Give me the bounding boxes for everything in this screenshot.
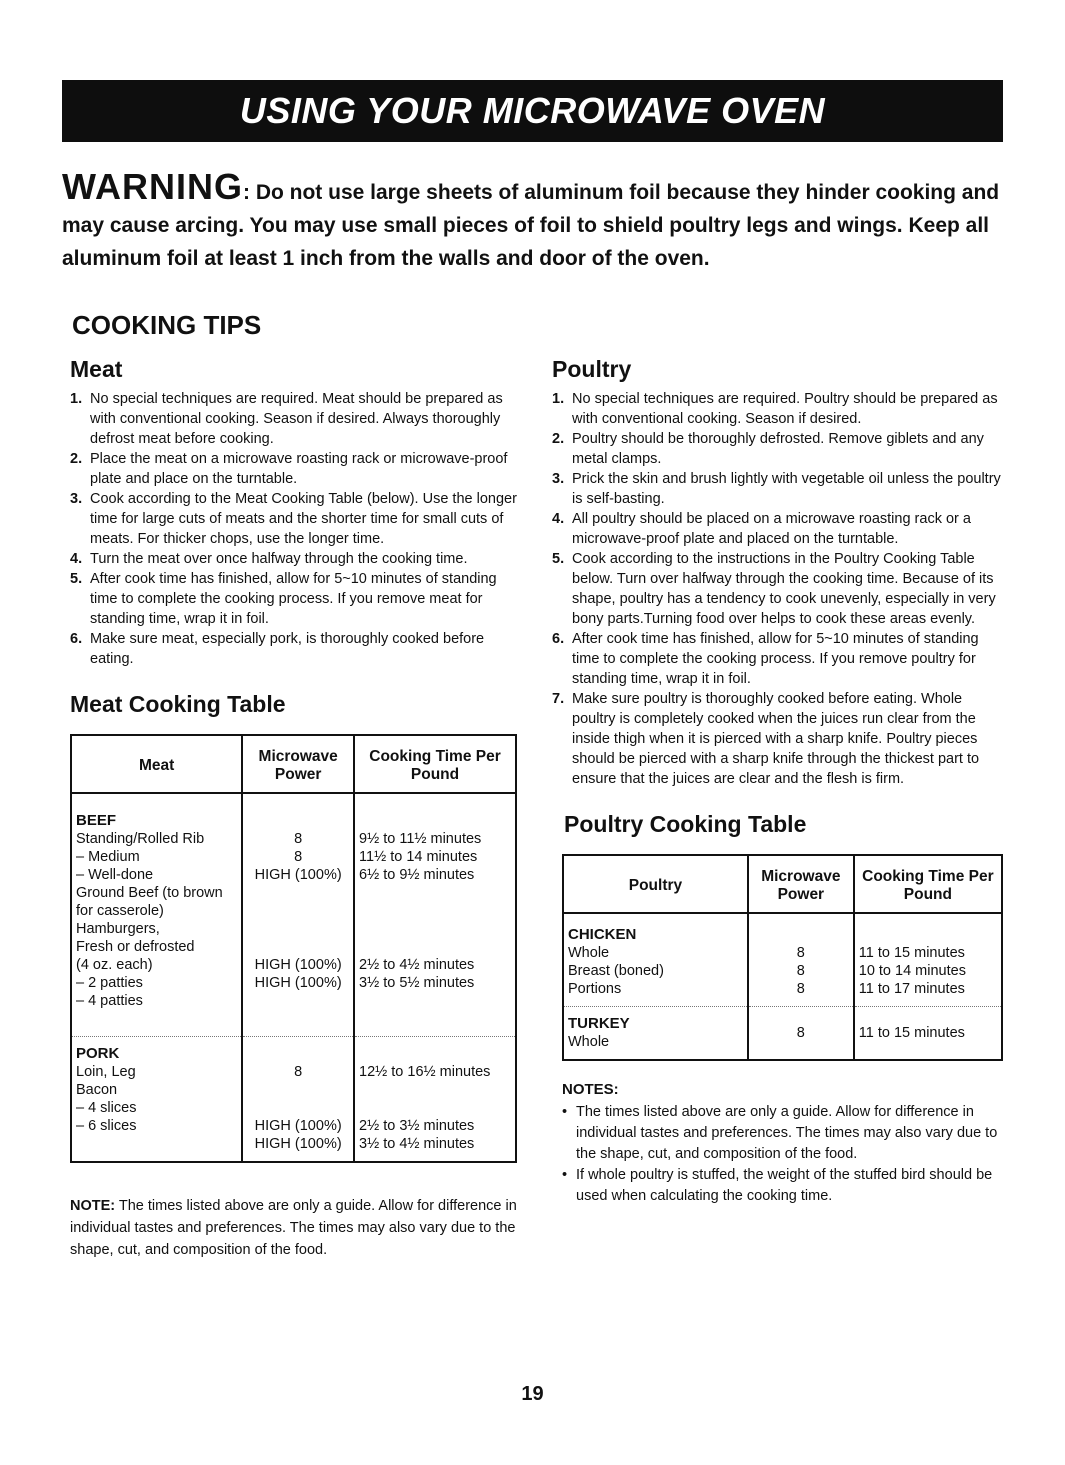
- list-item: 1. No special techniques are required. Meat should be prepared as with conventional cooking. Season if desired. Always thoroughly defrost meat before cooking.: [70, 391, 503, 447]
- pork-category: PORK: [76, 1045, 120, 1062]
- aluminum-foil-warning: [62, 166, 1037, 275]
- meat-heading: Meat: [70, 356, 123, 382]
- table-cell: PORK Loin, Leg Bacon – 4 slices – 6 slices: [71, 1037, 242, 1163]
- table-header-row: [563, 855, 1002, 913]
- list-item: 4. Turn the meat over once halfway through the cooking time.: [70, 551, 468, 567]
- table-cell: 8 HIGH (100%) HIGH (100%): [242, 1037, 354, 1163]
- table-header: Meat: [71, 735, 242, 793]
- turkey-category: TURKEY: [568, 1015, 630, 1032]
- poultry-column: [552, 356, 1007, 1207]
- list-item: 6. Make sure meat, especially pork, is thoroughly cooked before eating.: [70, 631, 485, 667]
- table-cell: 11 to 15 minutes: [854, 1007, 1002, 1061]
- poultry-heading: Poultry: [552, 356, 632, 382]
- list-item: 1. No special techniques are required. Poultry should be prepared as with conventional cooking. Season if desired.: [552, 391, 998, 427]
- table-row: [71, 793, 516, 1037]
- poultry-notes-list: [562, 1102, 1007, 1207]
- list-item: 4. All poultry should be placed on a microwave roasting rack or a microwave-proof plate and placed on the turntable.: [552, 511, 971, 547]
- list-item: 5. After cook time has finished, allow for 5~10 minutes of standing time to complete the cooking process. If you remove meat for standing time, wrap it in foil.: [70, 571, 497, 627]
- chicken-category: CHICKEN: [568, 926, 637, 943]
- list-item: 2. Place the meat on a microwave roasting rack or microwave-proof plate and place on the turntable.: [70, 451, 508, 487]
- meat-cooking-table: [70, 734, 517, 1163]
- list-item: 7. Make sure poultry is thoroughly cooked before eating. Whole poultry is completely cooked when the juices run clear from the inside thigh when it is pierced with a sharp knife. Poultry pieces should be pierced with a sharp knife through the thickest part to ensure that the juices are clear and the flesh is firm.: [552, 691, 980, 787]
- poultry-cooking-table: [562, 854, 1003, 1061]
- list-item: 6. After cook time has finished, allow for 5~10 minutes of standing time to complete the cooking process. If you remove poultry for standing time, wrap it in foil.: [552, 631, 979, 687]
- meat-tips-list: [70, 389, 525, 669]
- meat-column: [70, 356, 525, 1261]
- warning-text: : Do not use large sheets of aluminum foil because they hinder cooking and may cause arcing. You may use small pieces of foil to shield poultry legs and wings. Keep all aluminum foil at least 1 inch from the walls and door of the oven.: [62, 181, 1000, 270]
- page-banner-title: USING YOUR MICROWAVE OVEN: [239, 90, 826, 131]
- table-cell: 12½ to 16½ minutes 2½ to 3½ minutes 3½ to 4½ minutes: [354, 1037, 516, 1163]
- table-cell: 8: [748, 1007, 854, 1061]
- table-cell: 11 to 15 minutes 10 to 14 minutes 11 to 17 minutes: [854, 913, 1002, 1007]
- table-row: [563, 913, 1002, 1007]
- beef-category: BEEF: [76, 812, 117, 829]
- table-cell: 9½ to 11½ minutes 11½ to 14 minutes 6½ to 9½ minutes 2½ to 4½ minutes 3½ to 5½ minutes: [354, 793, 516, 1037]
- list-item: 3. Cook according to the Meat Cooking Table (below). Use the longer time for large cuts of meats and the shorter time for small cuts of meats. For thicker chops, use the longer time.: [70, 491, 517, 547]
- list-item: • The times listed above are only a guide. Allow for difference in individual tastes and preferences. The times may also vary due to the shape, cut, and composition of the food.: [562, 1102, 1007, 1165]
- table-header: Microwave Power: [748, 855, 854, 913]
- poultry-notes: [562, 1081, 1007, 1207]
- list-item: 3. Prick the skin and brush lightly with vegetable oil unless the poultry is self-basting.: [552, 471, 1001, 507]
- list-item: • If whole poultry is stuffed, the weight of the stuffed bird should be used when calculating the cooking time.: [562, 1165, 1007, 1207]
- table-header: Cooking Time Per Pound: [354, 735, 516, 793]
- table-row: [563, 1007, 1002, 1061]
- warning-label: WARNING: [62, 166, 243, 207]
- poultry-notes-label: NOTES:: [562, 1081, 619, 1098]
- meat-table-title: Meat Cooking Table: [70, 691, 286, 717]
- poultry-table-title: Poultry Cooking Table: [564, 811, 807, 837]
- table-row: [71, 1037, 516, 1163]
- table-header: Microwave Power: [242, 735, 354, 793]
- table-cell: TURKEY Whole: [563, 1007, 748, 1061]
- table-cell: 8 8 HIGH (100%) HIGH (100%) HIGH (100%): [242, 793, 354, 1037]
- cooking-tips-title: COOKING TIPS: [72, 310, 262, 340]
- page-banner: [62, 80, 1003, 142]
- list-item: 2. Poultry should be thoroughly defrosted. Remove giblets and any metal clamps.: [552, 431, 984, 467]
- table-cell: 8 8 8: [748, 913, 854, 1007]
- table-header-row: [71, 735, 516, 793]
- table-cell: CHICKEN Whole Breast (boned) Portions: [563, 913, 748, 1007]
- page-number: 19: [521, 1383, 544, 1405]
- table-header: Cooking Time Per Pound: [854, 855, 1002, 913]
- list-item: 5. Cook according to the instructions in the Poultry Cooking Table below. Turn over halfway through the cooking time. Because of its shape, poultry has a tendency to cook unevenly, especially in very bony parts.Turning food over helps to cook these areas evenly.: [552, 551, 996, 627]
- table-cell: BEEF Standing/Rolled Rib – Medium – Well-done Ground Beef (to brown for casserole) Hamburgers, Fresh or defrosted (4 oz. each) – 2 patties – 4 patties: [71, 793, 242, 1037]
- poultry-tips-list: [552, 389, 1007, 789]
- table-header: Poultry: [563, 855, 748, 913]
- meat-table-note: NOTE: The times listed above are only a guide. Allow for difference in individual tastes and preferences. The times may also vary due to the shape, cut, and composition of the food.: [70, 1198, 517, 1258]
